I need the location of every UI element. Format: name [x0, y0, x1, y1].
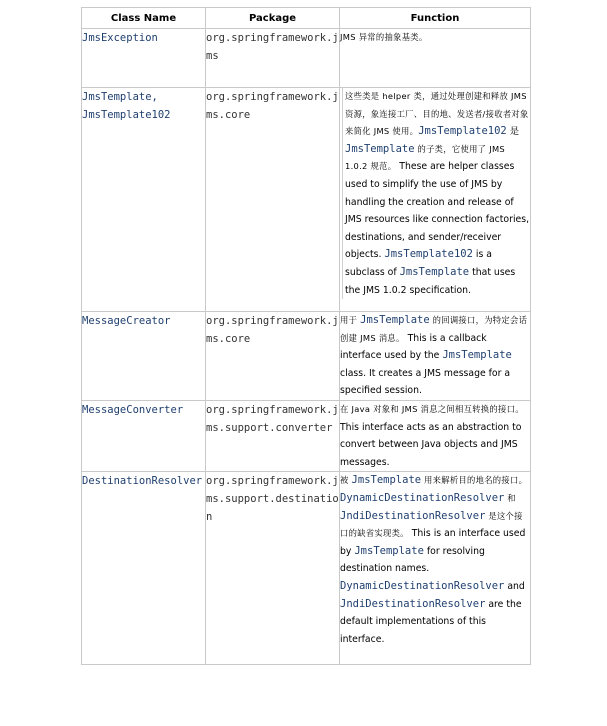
function-text-segment: 和: [504, 492, 516, 503]
code-identifier: DynamicDestinationResolver: [340, 579, 505, 592]
package-cell: org.springframework.jms.core: [206, 312, 340, 401]
table-row: [82, 312, 531, 401]
function-text-segment: 用来解析目的地名的接口。: [421, 475, 528, 486]
header-function: Function: [340, 8, 531, 29]
function-text: [340, 401, 530, 471]
class-name-cell: JmsTemplate, JmsTemplate102: [82, 88, 206, 312]
header-class-name: Class Name: [82, 8, 206, 29]
table-row: [82, 29, 531, 88]
function-text-segment: is a subclass of: [345, 249, 492, 278]
function-text-segment: 是这个接口的缺省实现类。: [340, 510, 523, 539]
function-text-segment: that uses the JMS 1.0.2 specification.: [345, 266, 516, 296]
function-text-segment: 用于: [340, 315, 361, 325]
function-text-segment: 的子类，它使用了 JMS 1.0.2 规范。: [345, 143, 505, 172]
code-identifier: JmsTemplate: [354, 544, 424, 557]
header-package: Package: [206, 8, 340, 29]
function-text-segment: This is a callback interface used by the: [340, 332, 487, 362]
function-cell: [340, 88, 531, 312]
function-text-segment: are the default implementations of this interface.: [340, 598, 522, 645]
function-cell: [340, 400, 531, 471]
code-identifier: JmsTemplate: [399, 265, 470, 278]
function-text: [342, 88, 530, 299]
class-name-cell: MessageConverter: [82, 400, 206, 471]
class-table: [81, 7, 531, 665]
function-cell: [340, 312, 531, 401]
package-cell: org.springframework.jms.core: [206, 88, 340, 312]
function-text-segment: This interface acts as an abstraction to convert between Java objects and JMS messages.: [340, 421, 522, 468]
function-text: [340, 29, 530, 47]
class-name-cell: MessageCreator: [82, 312, 206, 401]
function-text: [340, 472, 530, 648]
function-text-segment: 被: [340, 475, 352, 486]
class-name-cell: JmsException: [82, 29, 206, 88]
table-header-row: [82, 8, 531, 29]
package-cell: org.springframework.jms.support.destination: [206, 472, 340, 665]
function-text-segment: and: [504, 580, 525, 592]
package-cell: org.springframework.jms.support.converter: [206, 400, 340, 471]
function-text-segment: class. It creates a JMS message for a specified session.: [340, 367, 511, 397]
code-identifier: JmsTemplate: [345, 142, 415, 155]
function-text-segment: 这些类是 helper 类，通过处理创建和释放 JMS 资源，象连接工厂、目的地、发送者/接收者对象来简化 JMS 使用。: [345, 91, 529, 137]
function-text-segment: These are helper classes used to simplify the use of JMS by handling the creation and release of JMS resources like connection factories, destinations, and sender/receiver objects.: [345, 161, 530, 261]
class-name-cell: DestinationResolver: [82, 472, 206, 665]
code-identifier: DynamicDestinationResolver: [340, 491, 505, 504]
code-identifier: JmsTemplate102: [384, 248, 473, 261]
table-row: [82, 400, 531, 471]
code-identifier: JmsTemplate: [351, 474, 422, 487]
function-text-segment: JMS 异常的抽象基类。: [340, 32, 428, 42]
function-cell: [340, 472, 531, 665]
function-cell: [340, 29, 531, 88]
table-row: [82, 88, 531, 312]
package-cell: org.springframework.jms: [206, 29, 340, 88]
function-text: [340, 312, 530, 400]
code-identifier: JmsTemplate: [442, 349, 512, 362]
table-row: [82, 472, 531, 665]
function-text-segment: 在 Java 对象和 JMS 消息之间相互转换的接口。: [340, 403, 524, 414]
function-text-segment: 的回调接口，为特定会话创建 JMS 消息。: [340, 315, 528, 343]
function-text-segment: 是: [506, 126, 520, 138]
code-identifier: JndiDestinationResolver: [340, 509, 486, 522]
code-identifier: JndiDestinationResolver: [340, 597, 486, 610]
function-text-segment: for resolving destination names.: [340, 545, 485, 575]
code-identifier: JmsTemplate: [360, 314, 430, 326]
function-text-segment: This is an interface used by: [340, 528, 526, 557]
code-identifier: JmsTemplate102: [418, 125, 507, 138]
